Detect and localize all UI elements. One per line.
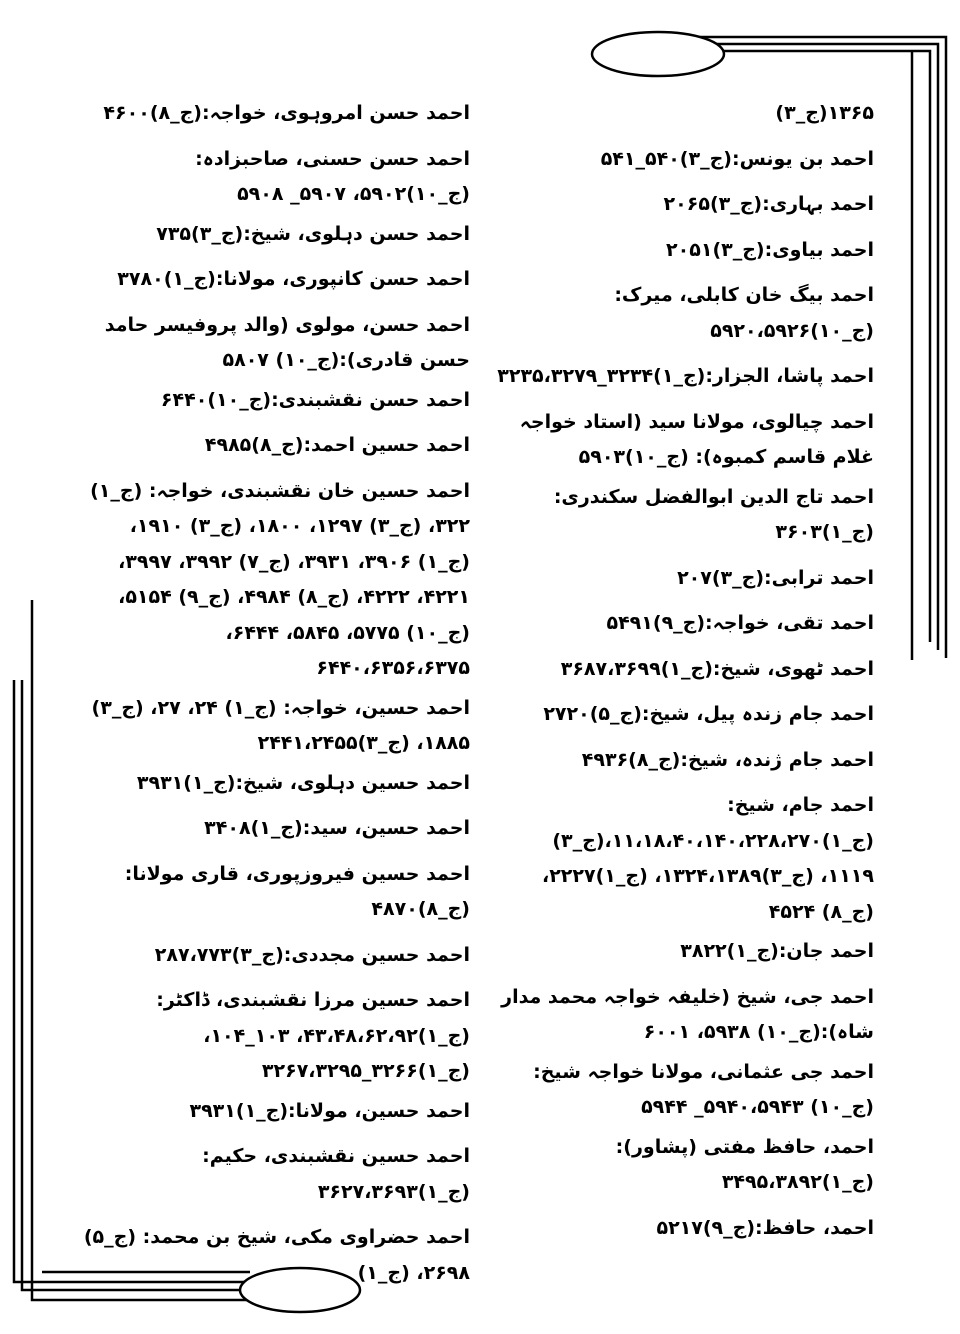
index-entry: احمد حسین، خواجہ: (ج_۱) ۲۴، ۲۷، (ج_۳) ۱۸۸۵، (ج_۳)۲۴۴۱،۲۴۵۵ — [91, 696, 470, 754]
index-entry: احمد، حافظ:(ج_۹)۵۲۱۷ — [656, 1216, 874, 1239]
index-entry: احمد ٹھوی، شیخ:(ج_۱)۳۶۸۷،۳۶۹۹ — [560, 657, 874, 680]
index-entry: احمد حسن امروہوی، خواجہ:(ج_۸)۴۶۰۰ — [103, 102, 470, 124]
index-entry: احمد حسین نقشبندی، حکیم:(ج_۱)۳۶۲۷،۳۶۹۳ — [202, 1145, 470, 1203]
top-ornament-oval — [592, 32, 724, 76]
index-entry: احمد تقی، خواجہ:(ج_۹)۵۴۹۱ — [606, 612, 874, 634]
index-entry: احمد حسن، مولوی (والد پروفیسر حامد حسن قادری):(ج_۱۰) ۵۸۰۷ — [104, 313, 470, 371]
index-entry: احمد جی عثمانی، مولانا خواجہ شیخ:(ج_۱۰) ۵۹۴۰،۵۹۴۳_ ۵۹۴۴ — [533, 1060, 874, 1118]
index-entry: احمد حسین، سید:(ج_۱)۳۴۰۸ — [204, 817, 470, 839]
index-entry: احمد، حافظ مفتی (پشاور):(ج_۱)۳۴۹۵،۳۸۹۲ — [615, 1135, 874, 1193]
index-entry: احمد ترابی:(ج_۳)۲۰۷ — [677, 566, 874, 589]
index-entry: احمد حسین دہلوی، شیخ:(ج_۱)۳۹۳۱ — [136, 771, 470, 794]
index-entry: احمد جام زندہ پیل، شیخ:(ج_۵)۲۷۲۰ — [543, 703, 874, 725]
index-entry: احمد پاشا، الجزار:(ج_۱)۳۲۳۴_۳۲۳۵،۳۲۷۹ — [497, 365, 874, 387]
index-entry: احمد حسین مجددی:(ج_۳)۲۸۷،۷۷۳ — [154, 943, 470, 966]
right-index-column — [496, 96, 874, 1256]
index-entry: احمد بیگ خان کابلی، میرک:(ج_۱۰)۵۹۲۰،۵۹۲۶ — [614, 284, 874, 342]
index-entry: احمد جی، شیخ (خلیفہ خواجہ محمد مدار شاہ):(ج_۱۰) ۵۹۳۸، ۶۰۰۱ — [501, 985, 874, 1043]
index-entry: احمد حسین احمد:(ج_۸)۴۹۸۵ — [204, 434, 470, 456]
index-entry: احمد بیاوی:(ج_۳)۲۰۵۱ — [666, 238, 874, 261]
index-entry: احمد حسن کانپوری، مولانا:(ج_۱)۳۷۸۰ — [117, 268, 470, 290]
index-entry: ۱۳۶۵(ج_۳) — [775, 102, 874, 124]
index-entry: احمد بہاری:(ج_۳)۲۰۶۵ — [663, 193, 874, 215]
index-entry: احمد چیالوی، مولانا سید (استاد خواجہ غلام قاسم کمبوہ): (ج_۱۰)۵۹۰۳ — [519, 410, 874, 468]
index-entry: احمد حضراوی مکی، شیخ بن محمد: (ج_۵) ۲۶۹۸، (ج_۱) — [83, 1226, 470, 1284]
index-entry: احمد تاج الدین ابوالفضل سکندری:(ج_۱)۳۶۰۳ — [553, 485, 874, 543]
index-entry: احمد جام ژندہ، شیخ:(ج_۸)۴۹۳۶ — [581, 748, 874, 771]
index-entry: احمد حسن دہلوی، شیخ:(ج_۳)۷۳۵ — [156, 222, 470, 245]
index-entry: احمد حسن نقشبندی:(ج_۱۰)۶۴۴۰ — [160, 388, 470, 411]
index-entry: احمد حسین مرزا نقشبندی، ڈاکٹر:(ج_۱)۴۳،۴۸،۶۲،۹۲، ۱۰۳_۱۰۴،(ج_۱)۳۲۶۶_۳۲۶۷،۳۲۹۵ — [156, 989, 470, 1082]
index-entry: احمد بن یونس:(ج_۳)۵۴۰_۵۴۱ — [600, 147, 874, 170]
index-entry: احمد حسین، مولانا:(ج_۱)۳۹۳۱ — [189, 1099, 470, 1122]
index-entry: احمد حسین فیروزپوری، قاری مولانا:(ج_۸)۴۸۷۰ — [124, 862, 470, 920]
index-entry: احمد جان:(ج_۱)۳۸۲۲ — [680, 940, 874, 962]
left-index-column — [78, 96, 470, 1301]
index-entry: احمد حسین خان نقشبندی، خواجہ: (ج_۱) ۳۲۲، (ج_۳) ۱۲۹۷، ۱۸۰۰، (ج_۳) ۱۹۱۰، (ج_۱) ۳۹۰۶، ۳۹۳۱، (ج_۷) ۳۹۹۲، ۳۹۹۷، ۴۲۲۱، ۴۲۲۲، (ج_۸) ۴۹۸۴، (ج_۹) ۵۱۵۴، (ج_۱۰) ۵۷۷۵، ۵۸۴۵، ۶۴۴۴، ۶۴۴۰،۶۳۵۶،۶۳۷۵ — [90, 479, 470, 679]
index-entry: احمد حسن حسنی، صاحبزادہ: (ج_۱۰)۵۹۰۲، ۵۹۰۷_ ۵۹۰۸ — [195, 147, 470, 205]
index-entry: احمد جام، شیخ:(ج_۱)۱۱،۱۸،۴۰،۱۴۰،۲۲۸،۲۷۰،(ج_۳) ۱۱۱۹، (ج_۳)۱۳۲۴،۱۳۸۹، (ج_۱)۲۲۲۷، (ج_۸) ۴۵۲۴ — [541, 794, 874, 923]
